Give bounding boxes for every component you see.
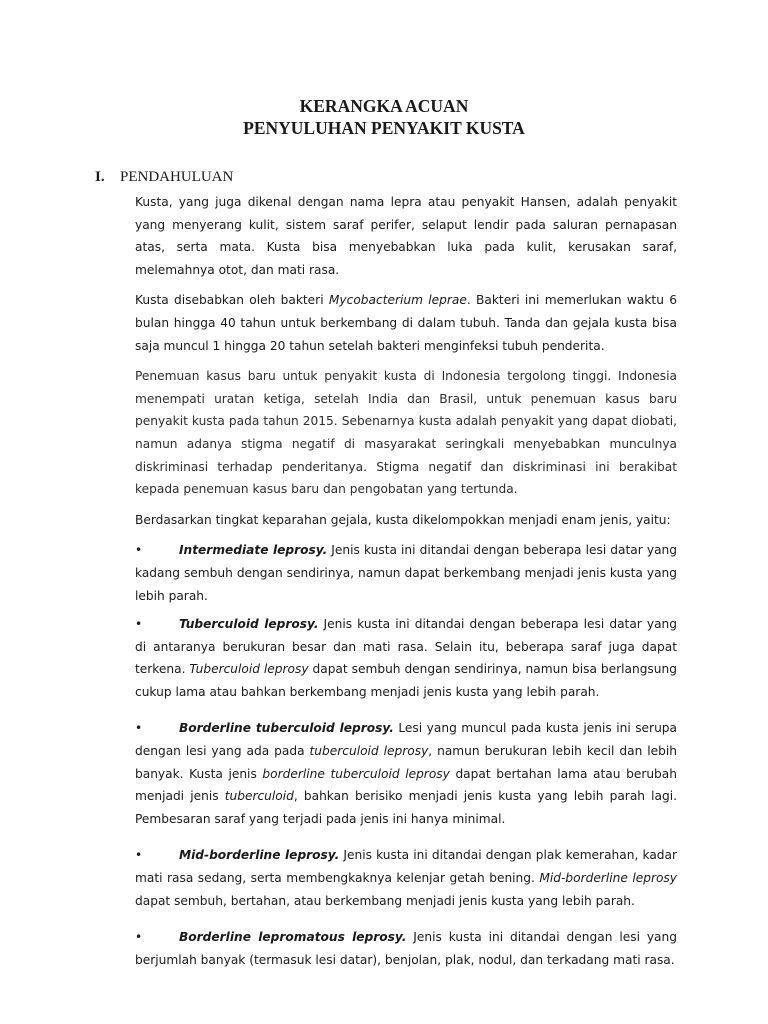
type-description: dapat sembuh dengan sendirinya, namun bisa berlangsung cukup lama atau bahkan berkembang menjadi jenis kusta yang lebih parah.: [135, 662, 677, 699]
list-item-borderline-lepromatous: [135, 926, 677, 971]
type-term: Borderline lepromatous leprosy.: [179, 930, 407, 945]
bullet-icon: •: [135, 721, 143, 736]
type-description: , namun berukuran lebih kecil dan lebih banyak. Kusta jenis: [135, 744, 677, 781]
list-item-mid-borderline: [135, 844, 677, 912]
paragraph-cause: [135, 289, 677, 357]
list-item-intermediate: [135, 539, 677, 607]
bacteria-name: Mycobacterium leprae: [328, 293, 467, 308]
type-description: Jenis kusta ini ditandai dengan beberapa lesi datar yang kadang sembuh dengan sendirinya, namun dapat berkembang menjadi jenis kusta yang lebih parah.: [135, 543, 677, 603]
type-description: dapat sembuh, bertahan, atau berkembang menjadi jenis kusta yang lebih parah.: [135, 893, 635, 908]
section-heading: [95, 167, 233, 187]
section-number: I.: [95, 169, 105, 185]
type-description: Jenis kusta ini ditandai dengan beberapa lesi datar yang di antaranya berukuran besar dan mati rasa. Selain itu, beberapa saraf juga dapat terkena.: [135, 617, 677, 677]
list-item-tuberculoid: [135, 613, 677, 703]
doc-title-line2: PENYULUHAN PENYAKIT KUSTA: [243, 118, 525, 138]
type-term: Borderline tuberculoid leprosy.: [179, 721, 394, 736]
type-italic: Tuberculoid leprosy: [189, 662, 309, 677]
list-item-borderline-tuberculoid: [135, 717, 677, 830]
document-body: [135, 191, 677, 977]
type-italic: Mid-borderline leprosy: [539, 871, 677, 886]
type-description: Jenis kusta ini ditandai dengan lesi yang berjumlah banyak (termasuk lesi datar), benjolan, plak, nodul, dan terkadang mati rasa.: [135, 930, 677, 967]
type-italic: borderline tuberculoid leprosy: [262, 766, 450, 781]
bullet-icon: •: [135, 930, 143, 945]
type-description: , bahkan berisiko menjadi jenis kusta yang lebih parah lagi. Pembesaran saraf yang terjadi pada jenis ini hanya minimal.: [135, 789, 678, 826]
type-term: Mid-borderline leprosy.: [179, 848, 340, 863]
paragraph-intro: Kusta, yang juga dikenal dengan nama lepra atau penyakit Hansen, adalah penyakit yang menyerang kulit, sistem saraf perifer, selaput lendir pada saluran pernapasan atas, serta mata. Kusta bisa menyebabkan luka pada kulit, kerusakan saraf, melemahnya otot, dan mati rasa.: [135, 195, 677, 277]
paragraph-classification: Berdasarkan tingkat keparahan gejala, kusta dikelompokkan menjadi enam jenis, yaitu:: [135, 512, 671, 527]
type-description: dapat bertahan lama atau berubah menjadi jenis: [135, 766, 677, 804]
type-description: Lesi yang muncul pada kusta jenis ini serupa dengan lesi yang ada pada: [135, 721, 677, 759]
type-description: Jenis kusta ini ditandai dengan plak kemerahan, kadar mati rasa sedang, serta membengkaknya kelenjar getah bening.: [135, 848, 678, 886]
type-italic: tuberculoid leprosy: [309, 744, 429, 759]
doc-title-line1: KERANGKA ACUAN: [299, 96, 469, 116]
type-term: Intermediate leprosy.: [179, 543, 328, 558]
bullet-icon: •: [135, 617, 143, 632]
paragraph-text: Kusta disebabkan oleh bakteri: [135, 293, 329, 308]
paragraph-indonesia: Penemuan kasus baru untuk penyakit kusta di Indonesia tergolong tinggi. Indonesia menempati uratan ketiga, setelah India dan Brasil, untuk penemuan kasus baru penyakit kusta pada tahun 2015. Sebenarnya kusta adalah penyakit yang dapat diobati, namun adanya stigma negatif di masyarakat seringkali menyebabkan munculnya diskriminasi terhadap penderitanya. Stigma negatif dan diskriminasi ini berakibat kepada penemuan kasus baru dan pengobatan yang tertunda.: [135, 369, 677, 497]
section-title: PENDAHULUAN: [120, 169, 234, 185]
bullet-icon: •: [135, 543, 143, 558]
type-term: Tuberculoid leprosy.: [179, 617, 319, 632]
paragraph-text: . Bakteri ini memerlukan waktu 6 bulan hingga 40 tahun untuk berkembang di dalam tubuh. Tanda dan gejala kusta bisa saja muncul 1 hingga 20 tahun setelah bakteri menginfeksi tubuh penderita.: [135, 293, 677, 353]
bullet-icon: •: [135, 848, 143, 863]
type-italic: tuberculoid: [224, 789, 294, 804]
